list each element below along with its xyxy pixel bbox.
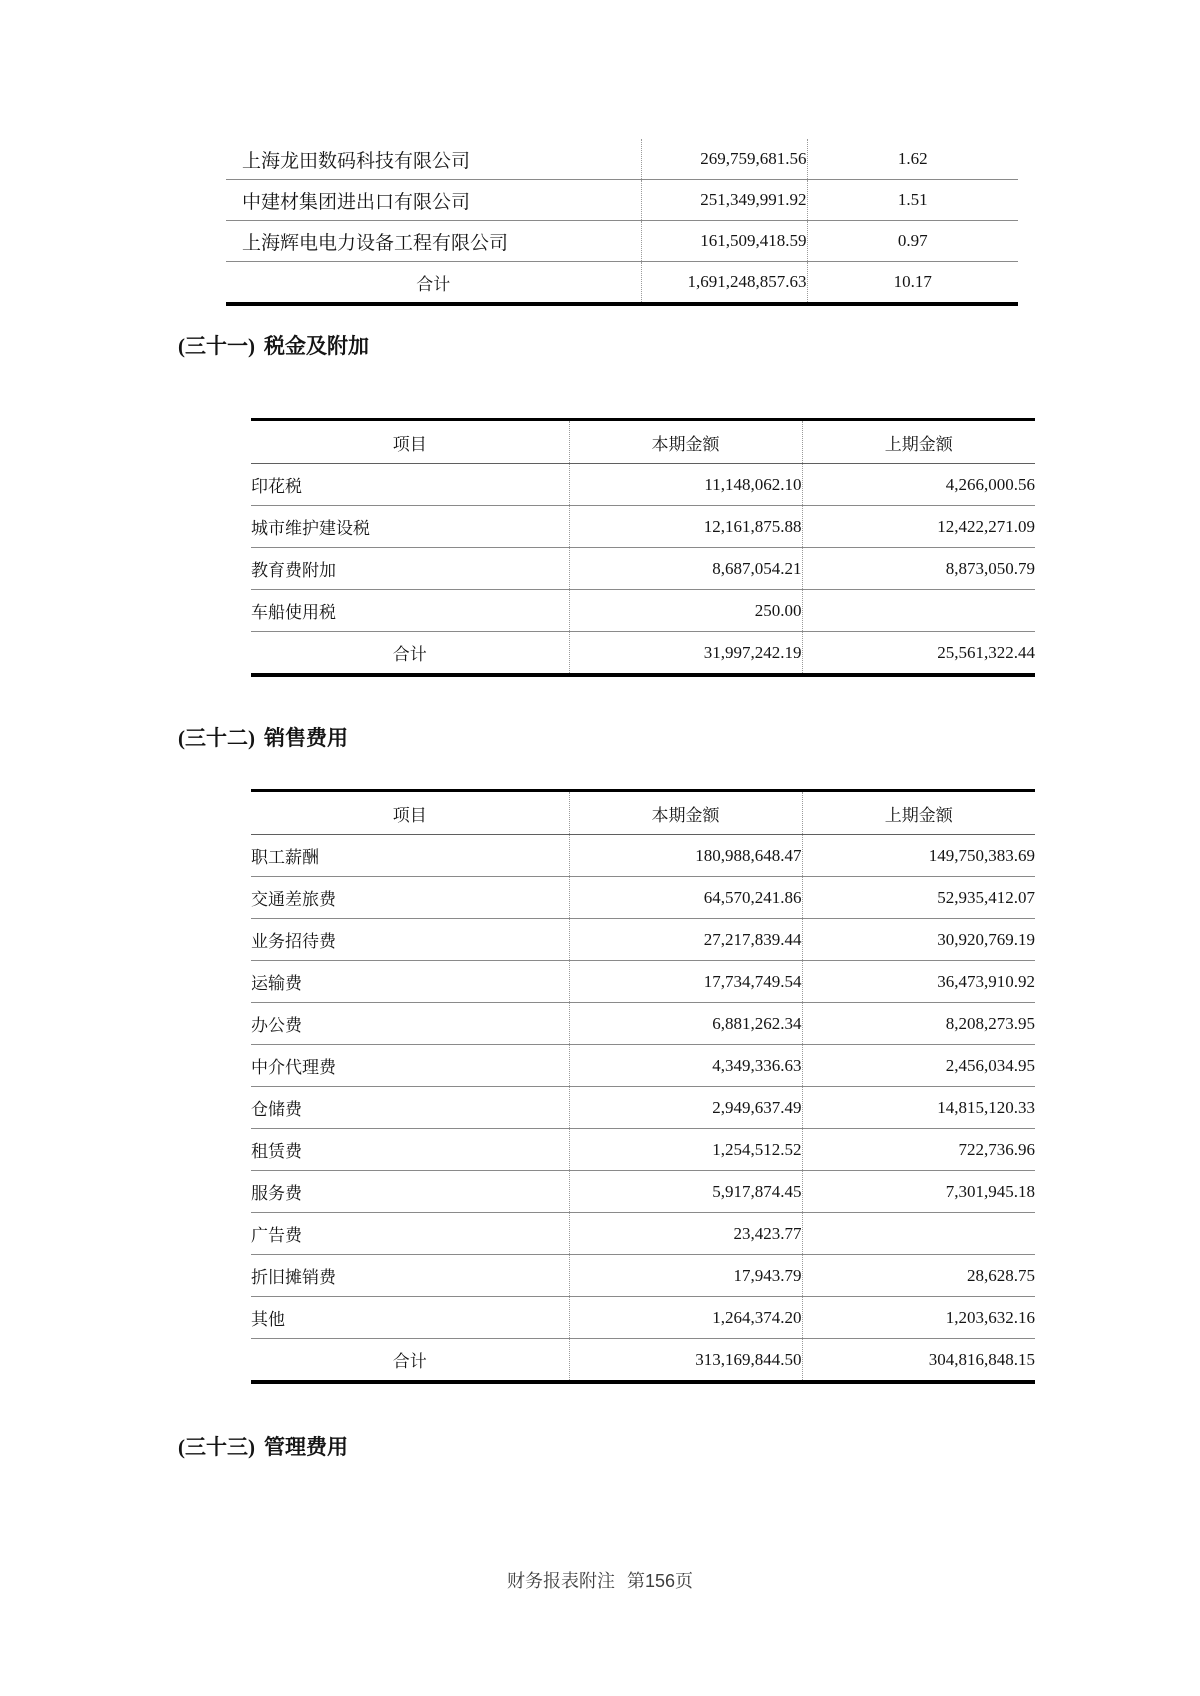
section-number: (三十二) <box>178 726 255 750</box>
prior-amount-cell: 30,920,769.19 <box>802 919 1035 961</box>
current-amount-cell: 250.00 <box>569 590 802 632</box>
prior-amount-cell <box>802 590 1035 632</box>
current-amount-cell: 23,423.77 <box>569 1213 802 1255</box>
current-amount-cell: 180,988,648.47 <box>569 835 802 877</box>
prior-amount-cell: 12,422,271.09 <box>802 506 1035 548</box>
item-cell: 办公费 <box>251 1016 302 1035</box>
prior-amount-cell: 52,935,412.07 <box>802 877 1035 919</box>
table-row <box>226 139 1018 180</box>
section-title: 销售费用 <box>264 726 348 750</box>
item-cell: 城市维护建设税 <box>251 519 370 538</box>
table-row <box>251 835 1035 877</box>
prior-amount-cell <box>802 1213 1035 1255</box>
item-cell: 租赁费 <box>251 1142 302 1161</box>
section-31-heading <box>178 330 369 360</box>
total-row <box>251 632 1035 676</box>
amount-cell: 251,349,991.92 <box>641 180 807 221</box>
total-ratio-cell: 10.17 <box>807 262 1018 305</box>
current-amount-cell: 17,943.79 <box>569 1255 802 1297</box>
prior-amount-cell: 36,473,910.92 <box>802 961 1035 1003</box>
table-row <box>251 919 1035 961</box>
header-prior-amount: 上期金额 <box>802 791 1035 835</box>
company-name-cell: 上海龙田数码科技有限公司 <box>242 150 471 172</box>
item-cell: 交通差旅费 <box>251 890 336 909</box>
header-current-amount: 本期金额 <box>569 791 802 835</box>
prior-amount-cell: 1,203,632.16 <box>802 1297 1035 1339</box>
table-row <box>251 1171 1035 1213</box>
total-prior-cell: 25,561,322.44 <box>802 632 1035 676</box>
selling-expense-table <box>251 789 1035 1384</box>
company-name-cell: 上海辉电电力设备工程有限公司 <box>242 232 509 254</box>
item-cell: 其他 <box>251 1310 285 1329</box>
table-row <box>251 1213 1035 1255</box>
item-cell: 中介代理费 <box>251 1058 336 1077</box>
total-label-cell: 合计 <box>392 1352 427 1371</box>
section-title: 管理费用 <box>264 1435 348 1459</box>
item-cell: 广告费 <box>251 1226 302 1245</box>
total-row <box>226 262 1018 305</box>
header-prior-amount: 上期金额 <box>802 420 1035 464</box>
section-number: (三十三) <box>178 1435 255 1459</box>
table-row <box>251 1297 1035 1339</box>
total-prior-cell: 304,816,848.15 <box>802 1339 1035 1383</box>
item-cell: 仓储费 <box>251 1100 302 1119</box>
table-row <box>251 961 1035 1003</box>
header-item: 项目 <box>392 805 427 825</box>
ratio-cell: 0.97 <box>807 221 1018 262</box>
prior-amount-cell: 722,736.96 <box>802 1129 1035 1171</box>
current-amount-cell: 2,949,637.49 <box>569 1087 802 1129</box>
item-cell: 印花税 <box>251 477 302 496</box>
item-cell: 运输费 <box>251 974 302 993</box>
total-label-cell: 合计 <box>416 274 451 294</box>
total-row <box>251 1339 1035 1383</box>
table-row <box>251 1255 1035 1297</box>
current-amount-cell: 27,217,839.44 <box>569 919 802 961</box>
page-footer <box>0 1567 1200 1593</box>
section-33-heading <box>178 1431 348 1461</box>
ratio-cell: 1.62 <box>807 139 1018 180</box>
amount-cell: 161,509,418.59 <box>641 221 807 262</box>
table-header-row <box>251 420 1035 464</box>
table-header-row <box>251 791 1035 835</box>
section-title: 税金及附加 <box>264 334 369 358</box>
prior-amount-cell: 149,750,383.69 <box>802 835 1035 877</box>
current-amount-cell: 4,349,336.63 <box>569 1045 802 1087</box>
item-cell: 车船使用税 <box>251 603 336 622</box>
table-row <box>226 180 1018 221</box>
header-current-amount: 本期金额 <box>569 420 802 464</box>
current-amount-cell: 5,917,874.45 <box>569 1171 802 1213</box>
table-row <box>226 221 1018 262</box>
table-row <box>251 548 1035 590</box>
total-current-cell: 313,169,844.50 <box>569 1339 802 1383</box>
ratio-cell: 1.51 <box>807 180 1018 221</box>
prior-amount-cell: 14,815,120.33 <box>802 1087 1035 1129</box>
header-item: 项目 <box>392 434 427 454</box>
prior-amount-cell: 4,266,000.56 <box>802 464 1035 506</box>
table-row <box>251 1129 1035 1171</box>
footer-page-number: 第156页 <box>626 1571 694 1591</box>
total-amount-cell: 1,691,248,857.63 <box>641 262 807 305</box>
prior-amount-cell: 7,301,945.18 <box>802 1171 1035 1213</box>
item-cell: 教育费附加 <box>251 561 336 580</box>
current-amount-cell: 17,734,749.54 <box>569 961 802 1003</box>
section-32-heading <box>178 722 348 752</box>
section-number: (三十一) <box>178 334 255 358</box>
current-amount-cell: 12,161,875.88 <box>569 506 802 548</box>
table-row <box>251 1045 1035 1087</box>
total-current-cell: 31,997,242.19 <box>569 632 802 676</box>
current-amount-cell: 1,254,512.52 <box>569 1129 802 1171</box>
table-row <box>251 464 1035 506</box>
amount-cell: 269,759,681.56 <box>641 139 807 180</box>
item-cell: 服务费 <box>251 1184 302 1203</box>
tax-surcharge-table <box>251 418 1035 677</box>
current-amount-cell: 6,881,262.34 <box>569 1003 802 1045</box>
prior-amount-cell: 28,628.75 <box>802 1255 1035 1297</box>
item-cell: 折旧摊销费 <box>251 1268 336 1287</box>
company-name-cell: 中建材集团进出口有限公司 <box>242 191 471 213</box>
item-cell: 职工薪酬 <box>251 848 319 867</box>
prior-amount-cell: 8,208,273.95 <box>802 1003 1035 1045</box>
item-cell: 业务招待费 <box>251 932 336 951</box>
table-row <box>251 1003 1035 1045</box>
prior-amount-cell: 2,456,034.95 <box>802 1045 1035 1087</box>
table-row <box>251 877 1035 919</box>
table-row <box>251 506 1035 548</box>
footer-label: 财务报表附注 <box>506 1571 615 1591</box>
continued-customer-table <box>226 139 1018 306</box>
prior-amount-cell: 8,873,050.79 <box>802 548 1035 590</box>
table-row <box>251 590 1035 632</box>
table-row <box>251 1087 1035 1129</box>
total-label-cell: 合计 <box>392 645 427 664</box>
current-amount-cell: 11,148,062.10 <box>569 464 802 506</box>
current-amount-cell: 64,570,241.86 <box>569 877 802 919</box>
current-amount-cell: 8,687,054.21 <box>569 548 802 590</box>
current-amount-cell: 1,264,374.20 <box>569 1297 802 1339</box>
